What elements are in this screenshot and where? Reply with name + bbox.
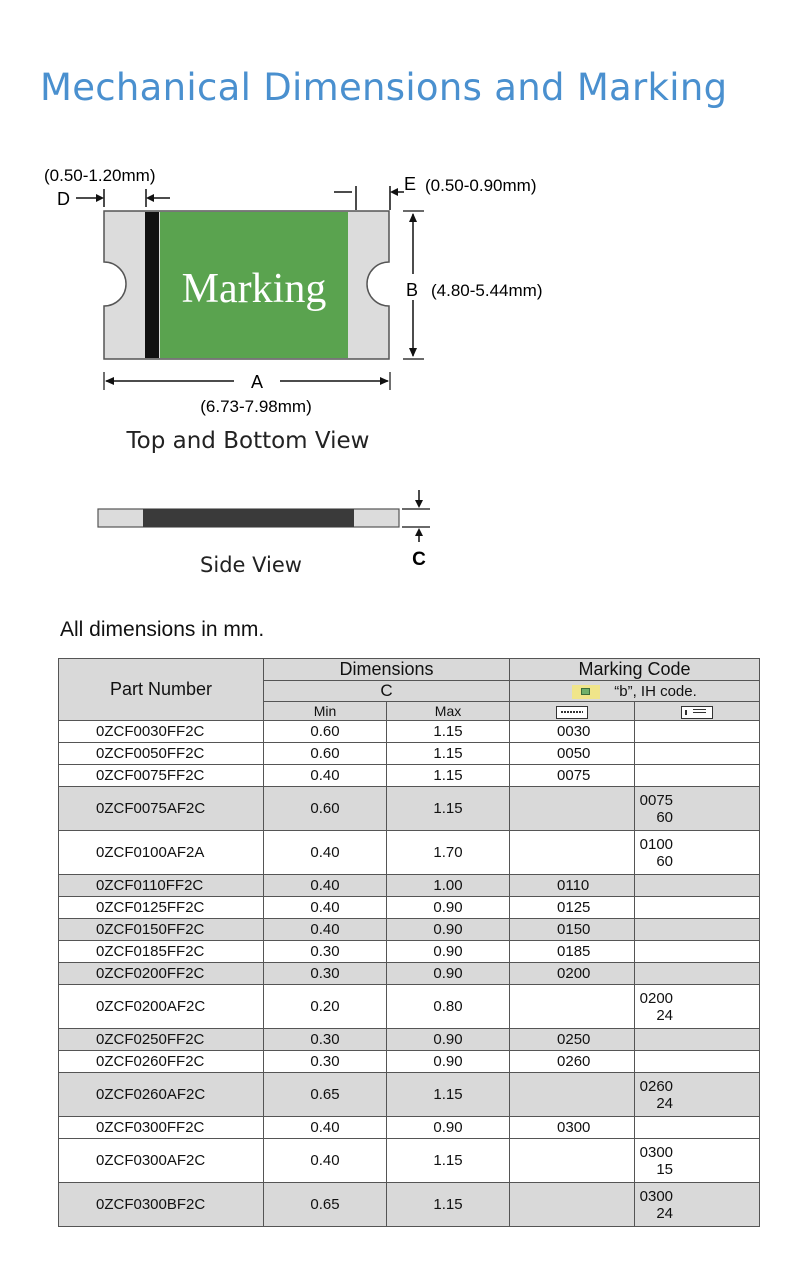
min-cell: 0.65: [264, 1073, 387, 1117]
table-row: [59, 1139, 760, 1183]
max-cell: 1.15: [387, 787, 510, 831]
dimensions-table: [58, 658, 760, 1227]
code-line-1: 0300: [639, 1143, 674, 1161]
dim-b-range: (4.80-5.44mm): [431, 281, 543, 300]
code-line-2: 60: [656, 852, 674, 870]
marking-code-cell: 0260: [510, 1051, 635, 1073]
two-line-code-cell: [635, 1117, 760, 1139]
part-number-cell: 0ZCF0125FF2C: [59, 897, 264, 919]
min-cell: 0.60: [264, 743, 387, 765]
dim-e-range: (0.50-0.90mm): [425, 176, 537, 195]
table-row: [59, 941, 760, 963]
two-line-code-cell: [635, 1051, 760, 1073]
max-cell: 1.70: [387, 831, 510, 875]
marking-code-cell: [510, 1183, 635, 1227]
marking-code-cell: [510, 831, 635, 875]
table-row: [59, 985, 760, 1029]
min-cell: 0.60: [264, 721, 387, 743]
max-cell: 0.90: [387, 1117, 510, 1139]
marking-single-line-icon: [556, 706, 588, 719]
min-cell: 0.40: [264, 875, 387, 897]
table-row: [59, 1051, 760, 1073]
table-row: [59, 1117, 760, 1139]
part-number-cell: 0ZCF0030FF2C: [59, 721, 264, 743]
code-line-2: 24: [656, 1204, 674, 1222]
table-row: [59, 1183, 760, 1227]
dim-a-range: (6.73-7.98mm): [200, 397, 312, 416]
mechanical-drawing: [0, 0, 809, 600]
code-line-2: 60: [656, 808, 674, 826]
two-line-code-cell: [635, 765, 760, 787]
part-number-cell: 0ZCF0200AF2C: [59, 985, 264, 1029]
part-number-cell: 0ZCF0260FF2C: [59, 1051, 264, 1073]
min-cell: 0.65: [264, 1183, 387, 1227]
two-line-code-cell: [635, 919, 760, 941]
part-number-cell: 0ZCF0050FF2C: [59, 743, 264, 765]
two-line-code-cell: [635, 875, 760, 897]
code-line-2: 24: [656, 1094, 674, 1112]
table-row: [59, 875, 760, 897]
max-cell: 0.90: [387, 919, 510, 941]
part-number-cell: 0ZCF0110FF2C: [59, 875, 264, 897]
code-line-2: 24: [656, 1006, 674, 1024]
code-line-1: 0100: [639, 835, 674, 853]
part-number-cell: 0ZCF0150FF2C: [59, 919, 264, 941]
dim-b-label: B: [406, 280, 419, 300]
max-cell: 0.90: [387, 963, 510, 985]
code-line-1: 0075: [639, 791, 674, 809]
table-row: [59, 721, 760, 743]
code-line-1: 0260: [639, 1077, 674, 1095]
min-cell: 0.30: [264, 1029, 387, 1051]
two-line-code-cell: [635, 831, 760, 875]
min-cell: 0.40: [264, 1117, 387, 1139]
two-line-code-cell: [635, 743, 760, 765]
header-two-line-marking: [635, 702, 760, 721]
min-cell: 0.30: [264, 1051, 387, 1073]
part-number-cell: 0ZCF0185FF2C: [59, 941, 264, 963]
max-cell: 1.15: [387, 1139, 510, 1183]
header-max: Max: [387, 702, 510, 721]
part-number-cell: 0ZCF0100AF2A: [59, 831, 264, 875]
table-row: [59, 1073, 760, 1117]
two-line-code-cell: [635, 1183, 760, 1227]
two-line-code-cell: [635, 1073, 760, 1117]
marking-code-cell: 0050: [510, 743, 635, 765]
header-marking-code: Marking Code: [510, 659, 760, 681]
marking-code-cell: [510, 1139, 635, 1183]
max-cell: 1.15: [387, 1183, 510, 1227]
table-row: [59, 1029, 760, 1051]
marking-label: Marking: [181, 266, 327, 312]
marking-code-cell: [510, 985, 635, 1029]
marking-code-cell: [510, 1073, 635, 1117]
two-line-code-cell: [635, 897, 760, 919]
table-row: [59, 787, 760, 831]
min-cell: 0.60: [264, 787, 387, 831]
part-number-cell: 0ZCF0300AF2C: [59, 1139, 264, 1183]
table-row: [59, 963, 760, 985]
two-line-code-cell: [635, 941, 760, 963]
header-ih-code: “b”, IH code.: [510, 681, 760, 702]
code-line-1: 0200: [639, 989, 674, 1007]
part-number-cell: 0ZCF0200FF2C: [59, 963, 264, 985]
part-number-cell: 0ZCF0300FF2C: [59, 1117, 264, 1139]
code-line-2: 15: [656, 1160, 674, 1178]
min-cell: 0.20: [264, 985, 387, 1029]
max-cell: 1.15: [387, 765, 510, 787]
two-line-code-cell: [635, 1029, 760, 1051]
max-cell: 0.90: [387, 1029, 510, 1051]
part-number-cell: 0ZCF0250FF2C: [59, 1029, 264, 1051]
two-line-code-cell: [635, 787, 760, 831]
side-view-element: [143, 509, 354, 527]
marking-code-cell: 0075: [510, 765, 635, 787]
two-line-code-cell: [635, 963, 760, 985]
marking-code-cell: 0030: [510, 721, 635, 743]
two-line-code-cell: [635, 1139, 760, 1183]
header-dimensions: Dimensions: [264, 659, 510, 681]
dimensions-note: All dimensions in mm.: [60, 618, 265, 641]
marking-code-cell: 0300: [510, 1117, 635, 1139]
table-row: [59, 897, 760, 919]
marking-code-cell: 0150: [510, 919, 635, 941]
side-view-caption: Side View: [200, 553, 302, 577]
marking-code-cell: 0250: [510, 1029, 635, 1051]
max-cell: 0.90: [387, 1051, 510, 1073]
max-cell: 0.90: [387, 897, 510, 919]
max-cell: 1.15: [387, 721, 510, 743]
table-row: [59, 831, 760, 875]
dim-d-range: (0.50-1.20mm): [44, 166, 156, 185]
max-cell: 1.15: [387, 1073, 510, 1117]
marking-code-cell: 0200: [510, 963, 635, 985]
part-number-cell: 0ZCF0300BF2C: [59, 1183, 264, 1227]
header-single-line-marking: [510, 702, 635, 721]
header-part-number: Part Number: [59, 659, 264, 721]
max-cell: 0.90: [387, 941, 510, 963]
max-cell: 0.80: [387, 985, 510, 1029]
two-line-code-cell: [635, 985, 760, 1029]
part-number-cell: 0ZCF0075AF2C: [59, 787, 264, 831]
table-row: [59, 765, 760, 787]
part-number-cell: 0ZCF0075FF2C: [59, 765, 264, 787]
min-cell: 0.40: [264, 765, 387, 787]
top-view-caption: Top and Bottom View: [126, 428, 370, 454]
dim-d-label: D: [57, 189, 70, 209]
min-cell: 0.30: [264, 963, 387, 985]
code-line-1: 0300: [639, 1187, 674, 1205]
table-row: [59, 919, 760, 941]
max-cell: 1.15: [387, 743, 510, 765]
dim-a-label: A: [250, 372, 264, 392]
header-min: Min: [264, 702, 387, 721]
ih-code-marker-icon: [572, 685, 600, 699]
min-cell: 0.30: [264, 941, 387, 963]
min-cell: 0.40: [264, 1139, 387, 1183]
marking-code-cell: [510, 787, 635, 831]
max-cell: 1.00: [387, 875, 510, 897]
part-number-cell: 0ZCF0260AF2C: [59, 1073, 264, 1117]
table-row: [59, 743, 760, 765]
marking-code-cell: 0110: [510, 875, 635, 897]
terminal-band: [145, 212, 159, 358]
marking-code-cell: 0125: [510, 897, 635, 919]
dim-c-label: C: [412, 549, 426, 570]
header-c: C: [264, 681, 510, 702]
page-title: Mechanical Dimensions and Marking: [40, 66, 728, 109]
min-cell: 0.40: [264, 919, 387, 941]
min-cell: 0.40: [264, 831, 387, 875]
marking-two-line-icon: [681, 706, 713, 719]
dim-e-label: E: [404, 174, 417, 194]
two-line-code-cell: [635, 721, 760, 743]
marking-code-cell: 0185: [510, 941, 635, 963]
min-cell: 0.40: [264, 897, 387, 919]
